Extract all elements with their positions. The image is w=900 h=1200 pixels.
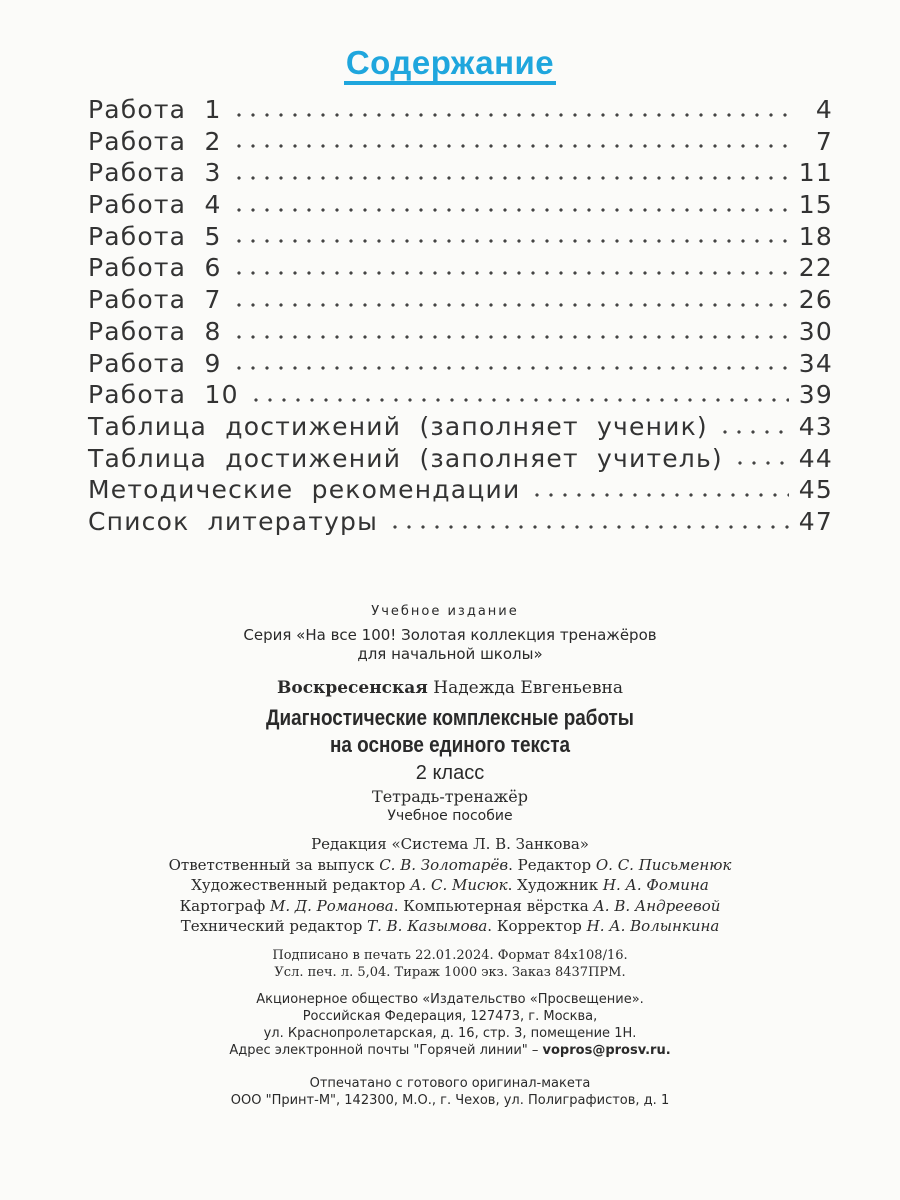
toc-entry-page: 30 — [798, 316, 833, 346]
toc-entry — [88, 474, 833, 506]
toc-leader-dots — [232, 302, 789, 308]
toc-entry — [88, 221, 833, 253]
toc-entry-label: Методические рекомендации — [88, 475, 521, 505]
toc-entry-page: 26 — [798, 285, 833, 315]
toc-entry-page: 15 — [798, 190, 833, 220]
toc-entry-label: Работа 1 — [88, 95, 222, 124]
toc-entry — [88, 94, 833, 126]
toc-leader-dots — [232, 112, 789, 118]
toc-entry — [88, 348, 833, 380]
toc-entry — [88, 157, 833, 189]
book-kind: Тетрадь-тренажёр — [372, 787, 528, 806]
toc-entry — [88, 284, 833, 316]
toc-title: Содержание — [0, 44, 900, 82]
author-names: Надежда Евгеньевна — [433, 678, 624, 698]
toc-entry-page: 47 — [798, 506, 833, 536]
publisher-info: Акционерное общество «Издательство «Просвещение». Российская Федерация, 127473, г. Москва, ул. Краснопролетарская, д. 16, стр. 3, помещение 1Н. Адрес электронной почты "Горячей линии" – vopros@prosv.ru. — [229, 991, 671, 1058]
printer-info: Отпечатано с готового оригинал-макета ООО "Принт-М", 142300, М.О., г. Чехов, ул. Полиграфистов, д. 1 — [230, 1075, 670, 1108]
toc-entry — [88, 189, 833, 221]
toc-entry-page: 7 — [815, 126, 833, 156]
toc-entry-page: 39 — [798, 380, 833, 410]
credits: Редакция «Система Л. В. Занкова» Ответственный за выпуск С. В. Золотарёв. Редактор О. С. Письменюк Художественный редактор А. С. Мисюк. Художник Н. А. Фомина Картограф М. Д. Романова. Компьютерная вёрстка А. В. Андреевой Технический редактор Т. В. Казымова. Корректор Н. А. Волынкина — [168, 835, 732, 935]
toc-entry-page: 11 — [798, 158, 833, 188]
toc-entry-label: Работа 10 — [88, 380, 239, 410]
toc-leader-dots — [232, 238, 789, 244]
toc-entry-label: Таблица достижений (заполняет ученик) — [88, 411, 708, 441]
book-purpose: Учебное пособие — [387, 808, 513, 824]
toc-entry-page: 18 — [798, 221, 833, 251]
edition-type: Учебное издание — [371, 604, 519, 619]
toc-entry-label: Работа 9 — [88, 348, 222, 378]
grade: 2 класс — [415, 762, 485, 784]
toc-entry — [88, 126, 833, 158]
toc-leader-dots — [232, 270, 789, 276]
toc-entry-page: 22 — [798, 253, 833, 283]
toc-entry-label: Работа 2 — [88, 126, 222, 156]
hotline-email: vopros@prosv.ru. — [542, 1042, 671, 1058]
toc-entry-label: Работа 5 — [88, 221, 222, 251]
toc-entry — [88, 316, 833, 348]
toc-entry — [88, 443, 833, 475]
author — [0, 678, 900, 698]
toc-entry-label: Работа 8 — [88, 316, 222, 346]
book-title: Диагностические комплексные работы на основе единого текста — [266, 705, 634, 757]
toc-entry — [88, 411, 833, 443]
toc-entry-page: 44 — [798, 443, 833, 473]
toc-entry-label: Работа 4 — [88, 190, 222, 220]
toc-entry-label: Список литературы — [88, 506, 379, 536]
series-name: Серия «На все 100! Золотая коллекция тренажёров для начальной школы» — [243, 626, 657, 663]
toc-entry-page: 34 — [798, 348, 833, 378]
toc-leader-dots — [530, 492, 788, 498]
toc-entry — [88, 506, 833, 538]
toc-entry-page: 45 — [798, 475, 833, 505]
author-surname: Воскресенская — [276, 678, 428, 698]
toc-entry-label: Работа 7 — [88, 285, 222, 315]
toc-leader-dots — [718, 429, 789, 435]
toc-entry-label: Работа 3 — [88, 158, 222, 188]
toc-leader-dots — [388, 524, 789, 530]
imprint-block — [0, 604, 900, 1109]
toc-leader-dots — [232, 143, 789, 149]
toc-entry-page: 43 — [798, 411, 833, 441]
toc-leader-dots — [232, 207, 789, 213]
toc-entry — [88, 252, 833, 284]
toc-entry-label: Работа 6 — [88, 253, 222, 283]
table-of-contents — [88, 94, 833, 538]
print-info: Подписано в печать 22.01.2024. Формат 84х108/16. Усл. печ. л. 5,04. Тираж 1000 экз. Заказ 8437ПРМ. — [272, 947, 628, 980]
toc-entry-page: 4 — [815, 95, 833, 124]
toc-leader-dots — [249, 397, 789, 403]
toc-entry — [88, 379, 833, 411]
toc-leader-dots — [232, 175, 789, 181]
toc-leader-dots — [232, 334, 789, 340]
toc-leader-dots — [232, 365, 789, 371]
toc-entry-label: Таблица достижений (заполняет учитель) — [88, 443, 723, 473]
toc-leader-dots — [733, 460, 789, 466]
